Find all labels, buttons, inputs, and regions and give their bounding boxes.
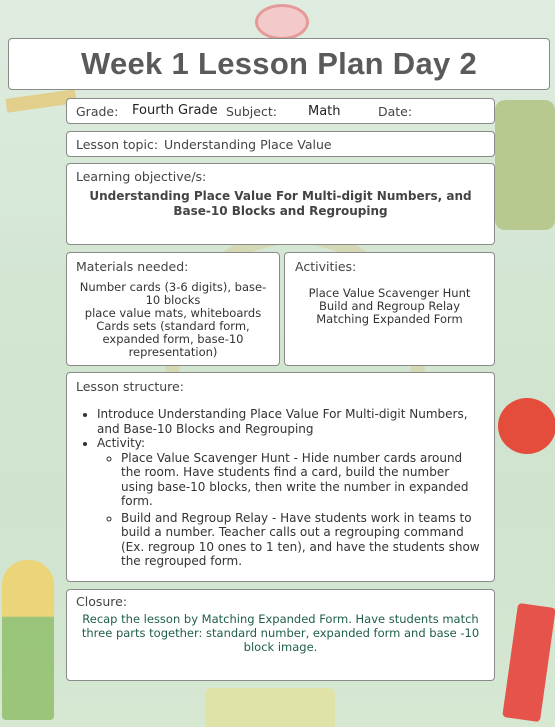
lesson-topic-row bbox=[66, 131, 495, 157]
activity-sublist bbox=[97, 451, 482, 569]
list-item: ◦ Place Value Scavenger Hunt - Hide number cards around the room. Have students find a card, build the number using base-10 blocks, then write the number in expanded form. bbox=[121, 451, 482, 509]
subject-label: Subject: bbox=[226, 104, 277, 119]
activities-item: Build and Regroup Relay bbox=[318, 299, 460, 313]
materials-item: place value mats, whiteboards bbox=[84, 306, 262, 320]
topic-label: Lesson topic: bbox=[76, 137, 159, 152]
date-label: Date: bbox=[378, 104, 413, 119]
subject-value: Math bbox=[308, 104, 341, 119]
header-row bbox=[66, 98, 495, 124]
closure-value: Recap the lesson by Matching Expanded Form. Have students match three parts together: standard number, expanded form and base -10 block image. bbox=[81, 612, 480, 654]
closure-label: Closure: bbox=[76, 594, 128, 609]
objective-value: Understanding Place Value For Multi-digit Numbers, and Base-10 Blocks and Regrouping bbox=[89, 189, 472, 218]
topic-value: Understanding Place Value bbox=[164, 137, 332, 152]
structure-list bbox=[67, 407, 482, 569]
apple-icon bbox=[498, 398, 555, 454]
closure-box bbox=[66, 589, 495, 681]
plant-decoration bbox=[2, 560, 54, 720]
objective-label: Learning objective/s: bbox=[76, 169, 207, 184]
grade-value: Fourth Grade bbox=[132, 103, 218, 118]
materials-item: Number cards (3-6 digits), base-10 blocks bbox=[79, 280, 267, 307]
page-title: Week 1 Lesson Plan Day 2 bbox=[8, 38, 550, 90]
activities-item: Place Value Scavenger Hunt bbox=[308, 286, 471, 300]
list-item bbox=[97, 407, 482, 436]
backpack-decoration bbox=[495, 100, 555, 230]
laptop-decoration bbox=[205, 688, 335, 727]
grade-label: Grade: bbox=[76, 104, 119, 119]
activities-list bbox=[291, 287, 488, 326]
activities-item: Matching Expanded Form bbox=[316, 312, 463, 326]
lesson-structure-box bbox=[66, 372, 495, 582]
materials-list bbox=[75, 281, 271, 359]
learning-objective-box bbox=[66, 163, 495, 245]
materials-label: Materials needed: bbox=[76, 259, 189, 274]
materials-item: Cards sets (standard form, expanded form, base-10 representation) bbox=[96, 319, 250, 359]
activities-label: Activities: bbox=[295, 259, 357, 274]
intro-text: Introduce Understanding Place Value For Multi-digit Numbers, and Base-10 Blocks and Regrouping bbox=[97, 407, 468, 436]
activity-label: Activity: bbox=[97, 436, 146, 450]
list-item bbox=[97, 436, 482, 569]
activities-box bbox=[284, 252, 495, 366]
clock-decoration bbox=[255, 4, 309, 40]
structure-label: Lesson structure: bbox=[76, 379, 184, 394]
list-item: ◦ Build and Regroup Relay - Have students work in teams to build a number. Teacher calls out a regrouping command (Ex. regroup 10 ones to 1 ten), and have the students show the regrouped form. bbox=[121, 511, 482, 569]
materials-box bbox=[66, 252, 280, 366]
crayon-decoration bbox=[502, 603, 555, 722]
structure-content bbox=[67, 401, 482, 571]
